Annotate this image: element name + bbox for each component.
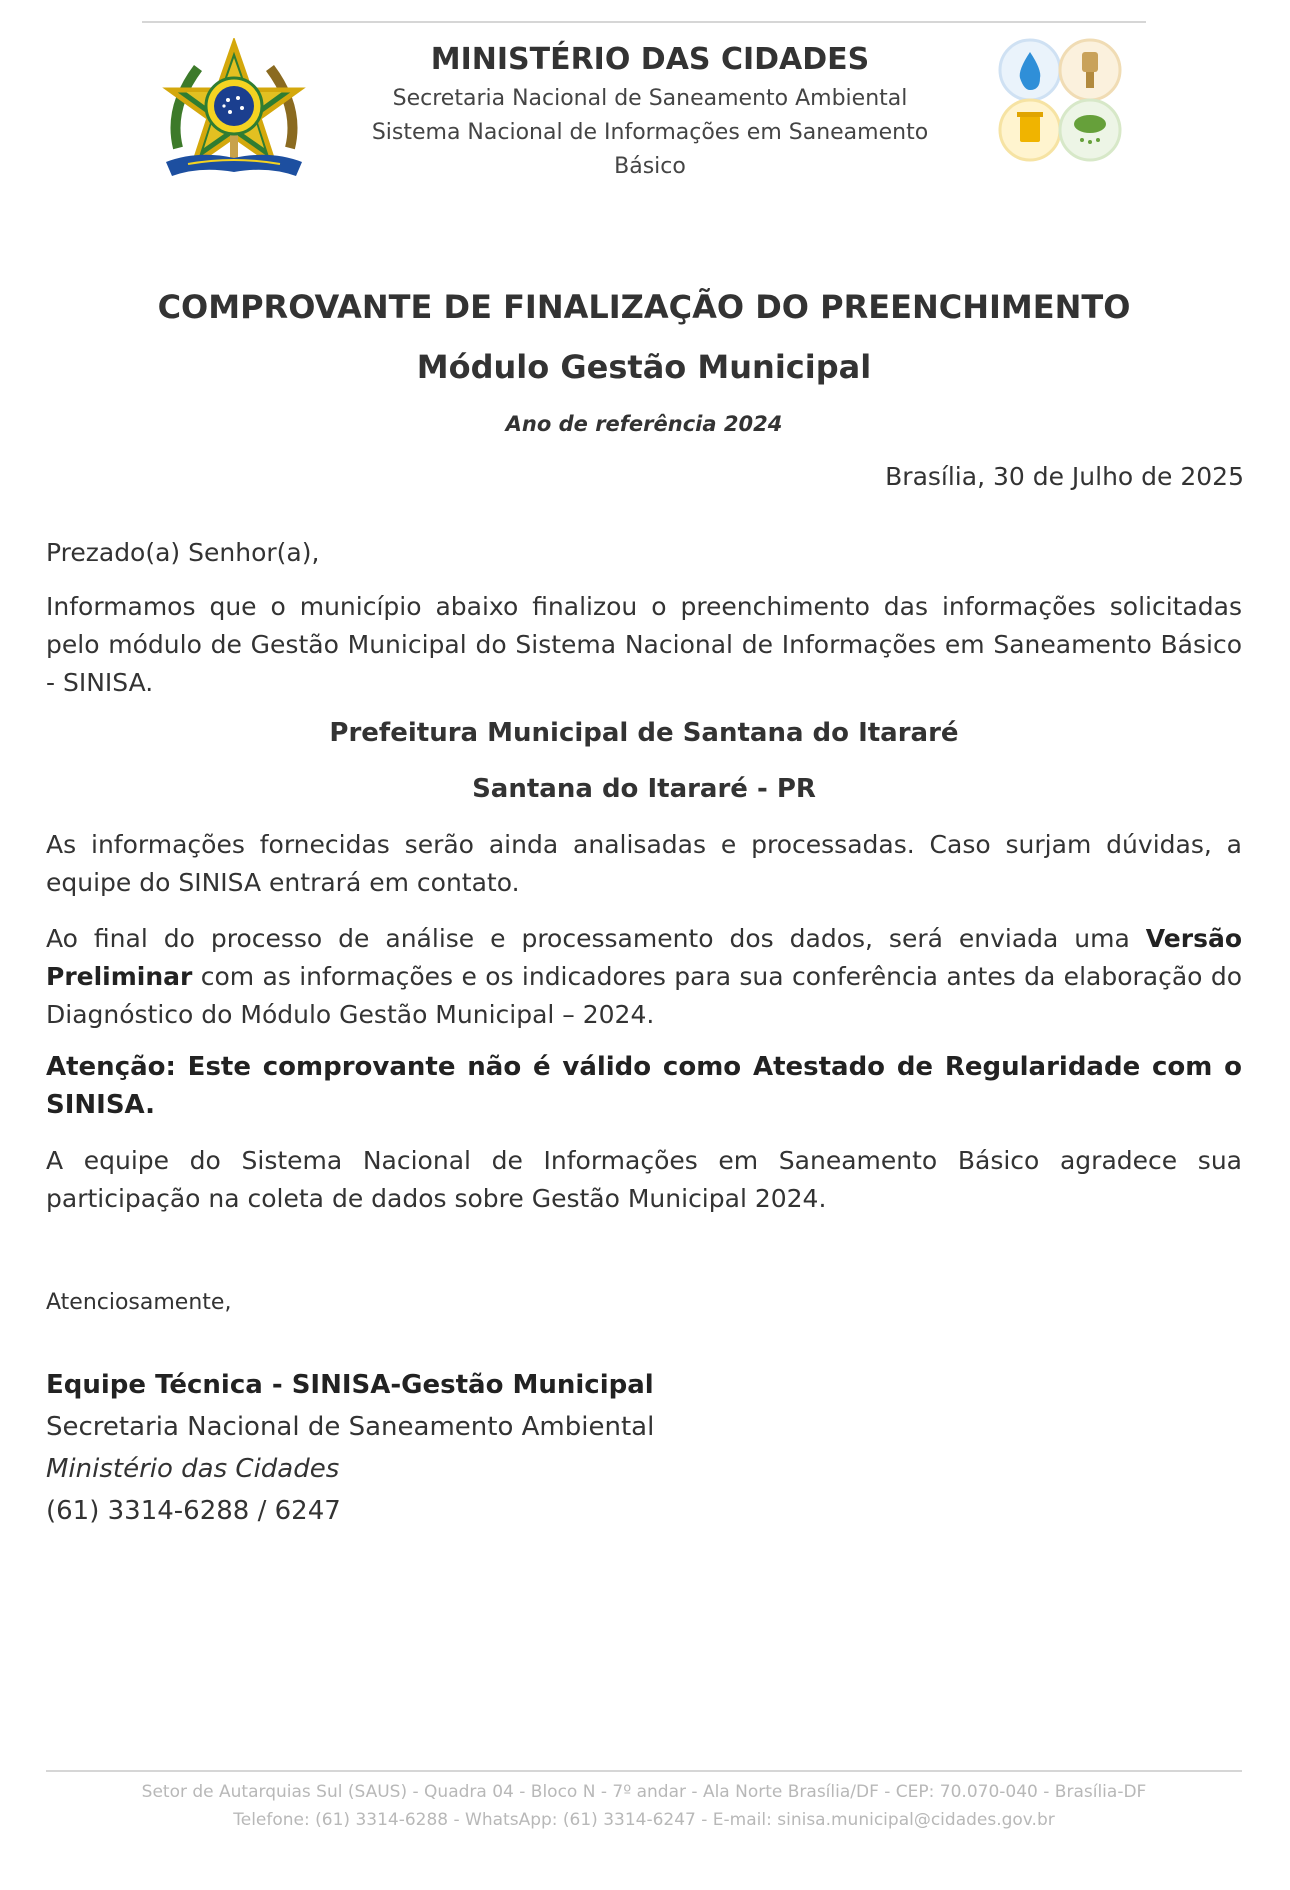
paragraph-4: A equipe do Sistema Nacional de Informações em Saneamento Básico agradece sua participação na coleta de dados sobre Gestão Municipal 2024. bbox=[46, 1146, 1242, 1213]
signature-phone: (61) 3314-6288 / 6247 bbox=[46, 1496, 341, 1526]
secretaria-name: Secretaria Nacional de Saneamento Ambiental bbox=[392, 86, 908, 111]
letter-date: Brasília, 30 de Julho de 2025 bbox=[885, 462, 1244, 491]
document-title: COMPROVANTE DE FINALIZAÇÃO DO PREENCHIMENTO bbox=[157, 288, 1131, 326]
attention-notice: Atenção: Este comprovante não é válido como Atestado de Regularidade com o SINISA. bbox=[46, 1052, 1242, 1120]
greeting: Prezado(a) Senhor(a), bbox=[46, 538, 320, 567]
reference-year: Ano de referência 2024 bbox=[505, 412, 783, 436]
ministry-name: MINISTÉRIO DAS CIDADES bbox=[430, 42, 870, 77]
paragraph-1: Informamos que o município abaixo finalizou o preenchimento das informações solicitadas pelo módulo de Gestão Municipal do Sistema Nacional de Informações em Saneamento Básico - SINISA. bbox=[46, 592, 1242, 697]
footer-divider bbox=[46, 1770, 1242, 1772]
paragraph-3-start: Ao final do processo de análise e processamento dos dados, será enviada uma bbox=[46, 924, 1146, 953]
signature-secretaria: Secretaria Nacional de Saneamento Ambiental bbox=[46, 1412, 655, 1442]
paragraph-2: As informações fornecidas serão ainda analisadas e processadas. Caso surjam dúvidas, a equipe do SINISA entrará em contato. bbox=[46, 830, 1242, 897]
sistema-name-line2: Básico bbox=[614, 154, 686, 179]
footer-address: Setor de Autarquias Sul (SAUS) - Quadra 04 - Bloco N - 7º andar - Ala Norte Brasília/DF - CEP: 70.070-040 - Brasília-DF bbox=[141, 1782, 1147, 1802]
brazil-coat-of-arms-icon bbox=[158, 38, 310, 186]
prefeitura-name: Prefeitura Municipal de Santana do Itararé bbox=[329, 718, 959, 748]
sistema-name-line1: Sistema Nacional de Informações em Saneamento bbox=[371, 120, 929, 145]
paragraph-3 bbox=[46, 920, 1242, 1034]
letterhead bbox=[350, 38, 950, 184]
signature-ministry: Ministério das Cidades bbox=[46, 1454, 340, 1484]
module-title: Módulo Gestão Municipal bbox=[416, 348, 872, 386]
versao-preliminar-text: Versão Preliminar bbox=[46, 924, 1242, 991]
municipality-name: Santana do Itararé - PR bbox=[472, 774, 816, 804]
footer-contact: Telefone: (61) 3314-6288 - WhatsApp: (61) 3314-6247 - E-mail: sinisa.municipal@cidades.gov.br bbox=[233, 1810, 1055, 1830]
signature-team: Equipe Técnica - SINISA-Gestão Municipal bbox=[46, 1370, 654, 1400]
closing: Atenciosamente, bbox=[46, 1290, 232, 1315]
sinisa-logo-icon bbox=[994, 36, 1134, 164]
paragraph-3-end: com as informações e os indicadores para sua conferência antes da elaboração do Diagnóstico do Módulo Gestão Municipal – 2024. bbox=[46, 962, 1242, 1029]
header-divider bbox=[142, 21, 1146, 23]
